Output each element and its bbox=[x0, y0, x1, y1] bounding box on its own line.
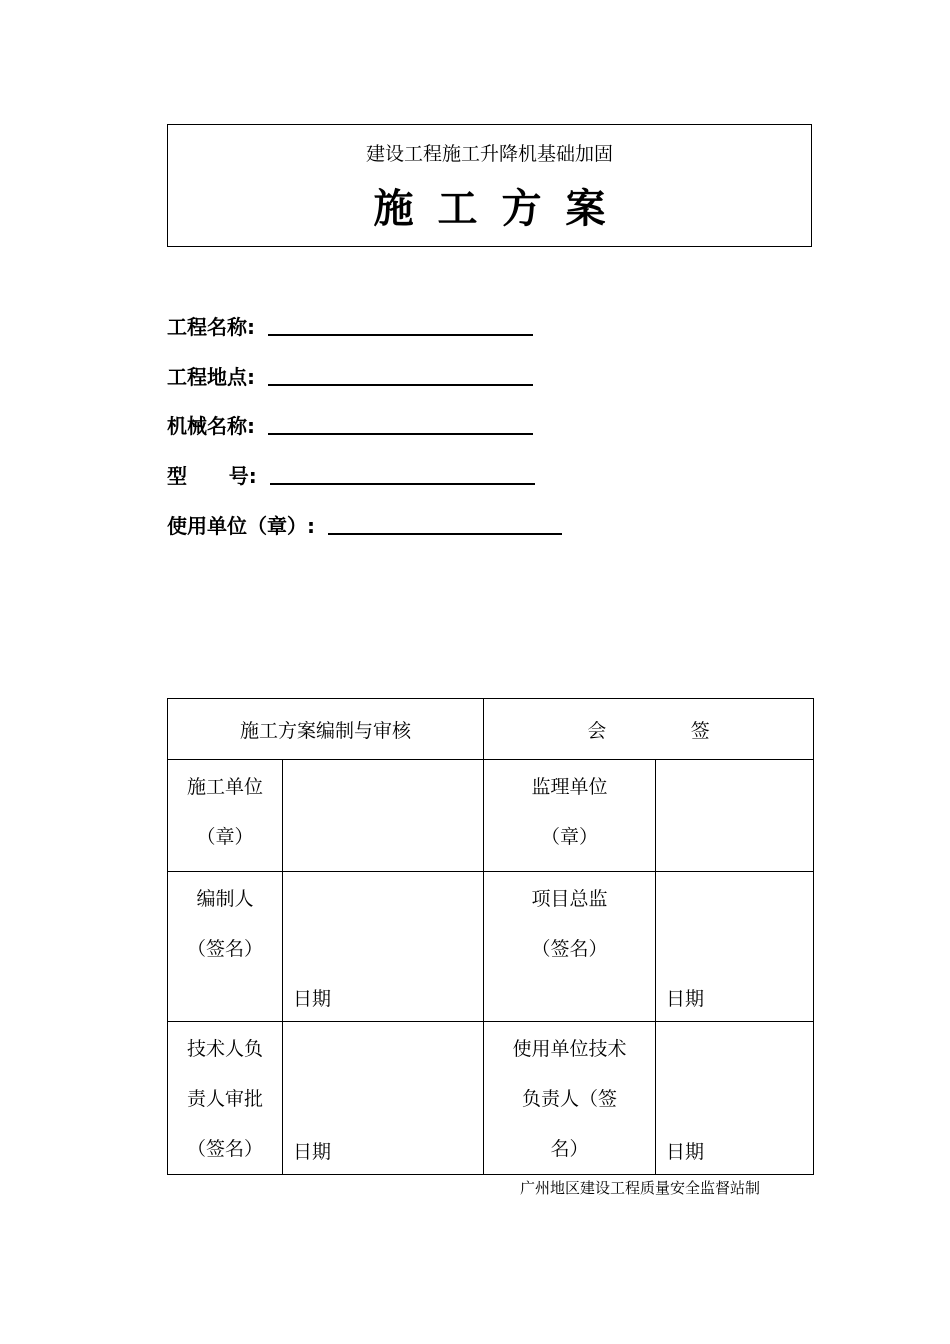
date-label: 日期 bbox=[666, 988, 705, 1010]
user-unit-tech-sign-cell[interactable] bbox=[656, 1022, 814, 1175]
technical-approver-label bbox=[168, 1022, 283, 1175]
label-line: （章） bbox=[541, 826, 599, 848]
label-line: 技术人负 bbox=[186, 1038, 263, 1060]
label-line: 使用单位技术 bbox=[512, 1038, 627, 1060]
label-line: 负责人（签 bbox=[522, 1088, 618, 1110]
construction-unit-seal-cell[interactable] bbox=[283, 760, 484, 872]
label-line: 名） bbox=[550, 1138, 589, 1160]
chief-supervisor-label bbox=[484, 872, 656, 1022]
fill-line[interactable] bbox=[268, 384, 533, 386]
fill-line[interactable] bbox=[268, 334, 533, 336]
date-label: 日期 bbox=[293, 988, 332, 1010]
chief-supervisor-sign-cell[interactable] bbox=[656, 872, 814, 1022]
field-project-name bbox=[167, 310, 533, 340]
header-compile-review: 施工方案编制与审核 bbox=[168, 699, 484, 760]
compiler-sign-cell[interactable] bbox=[283, 872, 484, 1022]
field-label: 使用单位（章）: bbox=[167, 514, 322, 538]
field-project-location bbox=[167, 360, 533, 390]
user-unit-tech-label bbox=[484, 1022, 656, 1175]
technical-approver-sign-cell[interactable] bbox=[283, 1022, 484, 1175]
field-label: 型 号: bbox=[167, 464, 264, 488]
label-line: （章） bbox=[196, 826, 254, 848]
field-machine-name bbox=[167, 409, 533, 439]
fill-line[interactable] bbox=[270, 483, 535, 485]
fill-line[interactable] bbox=[268, 433, 533, 435]
label-line: （签名） bbox=[186, 938, 263, 960]
label-line: 项目总监 bbox=[531, 888, 608, 910]
date-label: 日期 bbox=[666, 1141, 705, 1163]
label-line: 监理单位 bbox=[531, 776, 608, 798]
field-label: 工程地点: bbox=[167, 365, 262, 389]
label-line: 施工单位 bbox=[186, 776, 263, 798]
label-line: （签名） bbox=[186, 1138, 263, 1160]
field-model bbox=[167, 459, 535, 489]
document-title: 施工方案 bbox=[373, 185, 630, 232]
approval-table bbox=[167, 698, 814, 1175]
label-line: 责人审批 bbox=[186, 1088, 263, 1110]
field-label: 机械名称: bbox=[167, 414, 262, 438]
title-box bbox=[167, 124, 812, 247]
supervision-unit-seal-cell[interactable] bbox=[656, 760, 814, 872]
fill-line[interactable] bbox=[328, 533, 562, 535]
supervision-unit-label bbox=[484, 760, 656, 872]
field-user-unit bbox=[167, 509, 562, 539]
label-line: （签名） bbox=[531, 938, 608, 960]
field-label: 工程名称: bbox=[167, 315, 262, 339]
label-line: 编制人 bbox=[196, 888, 254, 910]
document-subtitle: 建设工程施工升降机基础加固 bbox=[365, 143, 613, 165]
construction-unit-label bbox=[168, 760, 283, 872]
header-countersign: 会 签 bbox=[484, 699, 814, 760]
compiler-label bbox=[168, 872, 283, 1022]
date-label: 日期 bbox=[293, 1141, 332, 1163]
footer-issuer: 广州地区建设工程质量安全监督站制 bbox=[520, 1179, 761, 1197]
